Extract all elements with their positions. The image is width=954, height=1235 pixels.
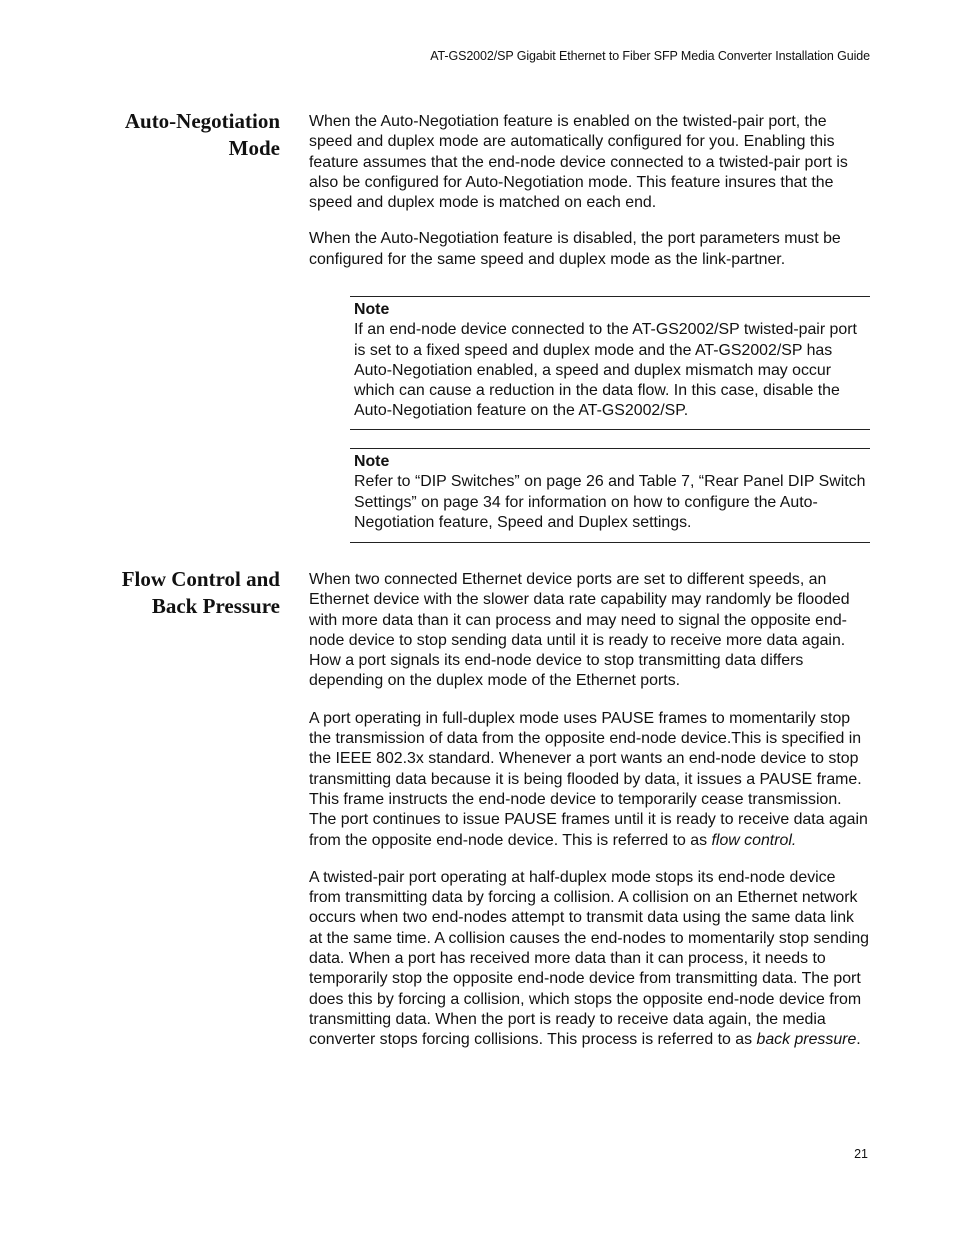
note-text: Refer to “DIP Switches” on page 26 and Table 7, “Rear Panel DIP Switch Settings” on page 34 for information on how to configure the Auto-Negotiation feature, Speed and Duplex settings.: [354, 473, 866, 531]
paragraph: When two connected Ethernet device ports are set to different speeds, an Ethernet device with the slower data rate capability may randomly be flooded with more data than it can process and may need to signal the opposite end-node device to stop sending data until it is ready to receive more data again. How a port signals its end-node device to stop transmitting data differs depending on the duplex mode of the Ethernet ports.: [309, 571, 850, 690]
heading-line: Auto-Negotiation: [124, 109, 280, 133]
note-text: If an end-node device connected to the AT-GS2002/SP twisted-pair port is set to a fixed speed and duplex mode and the AT-GS2002/SP has Auto-Negotiation enabled, a speed and duplex mismatch may occur which can cause a reduction in the data flow. In this case, disable the Auto-Negotiation feature on the AT-GS2002/SP.: [354, 321, 857, 420]
paragraph-text: A twisted-pair port operating at half-duplex mode stops its end-node device from transmitting data by forcing a collision. A collision on an Ethernet network occurs when two end-nodes attempt to transmit data using the same data link at the same time. A collision causes the end-nodes to momentarily stop sending data. When a port has received more data than it can process, it needs to temporarily stop the opposite end-node device from transmitting data. The port does this by forcing a collision, which stops the opposite end-node device from transmitting data. When the port is ready to receive data again, the media converter stops forcing collisions. This process is referred to as: [309, 868, 870, 1049]
paragraph: When the Auto-Negotiation feature is enabled on the twisted-pair port, the speed and duplex mode are automatically configured for you. Enabling this feature assumes that the end-node device connected to a twisted-pair port is also be configured for Auto-Negotiation mode. This feature insures that the speed and duplex mode is matched on each end.: [309, 113, 848, 212]
flow-control-body: [309, 570, 870, 1051]
heading-line: Back Pressure: [151, 593, 280, 618]
note-title: Note: [354, 301, 390, 318]
note-box: [350, 448, 870, 543]
note-box: [350, 296, 870, 430]
section-heading-flow-control: [60, 566, 280, 619]
term-back-pressure: back pressure: [756, 1031, 857, 1049]
heading-line: Flow Control and: [121, 567, 280, 591]
running-header: AT-GS2002/SP Gigabit Ethernet to Fiber SFP Media Converter Installation Guide: [430, 49, 870, 63]
heading-line: Mode: [228, 135, 280, 160]
term-flow-control: flow control.: [711, 831, 797, 849]
paragraph: [309, 868, 870, 1051]
paragraph: [309, 709, 870, 851]
section-heading-auto-negotiation: [60, 108, 280, 161]
paragraph: When the Auto-Negotiation feature is disabled, the port parameters must be configured for the same speed and duplex mode as the link-partner.: [309, 230, 841, 268]
paragraph-text: A port operating in full-duplex mode uses PAUSE frames to momentarily stop the transmission of data from the opposite end-node device.This is specified in the IEEE 802.3x standard. Whenever a port wants an end-node device to stop transmitting data because it is being flooded by data, it issues a PAUSE frame. This frame instructs the end-node device to temporarily cease transmission. The port continues to issue PAUSE frames until it is ready to receive data again from the opposite end-node device. This is referred to as: [309, 709, 868, 849]
note-title: Note: [354, 453, 390, 470]
page-number: 21: [854, 1147, 868, 1161]
paragraph-end: .: [856, 1031, 861, 1049]
auto-negotiation-body: [309, 112, 870, 270]
